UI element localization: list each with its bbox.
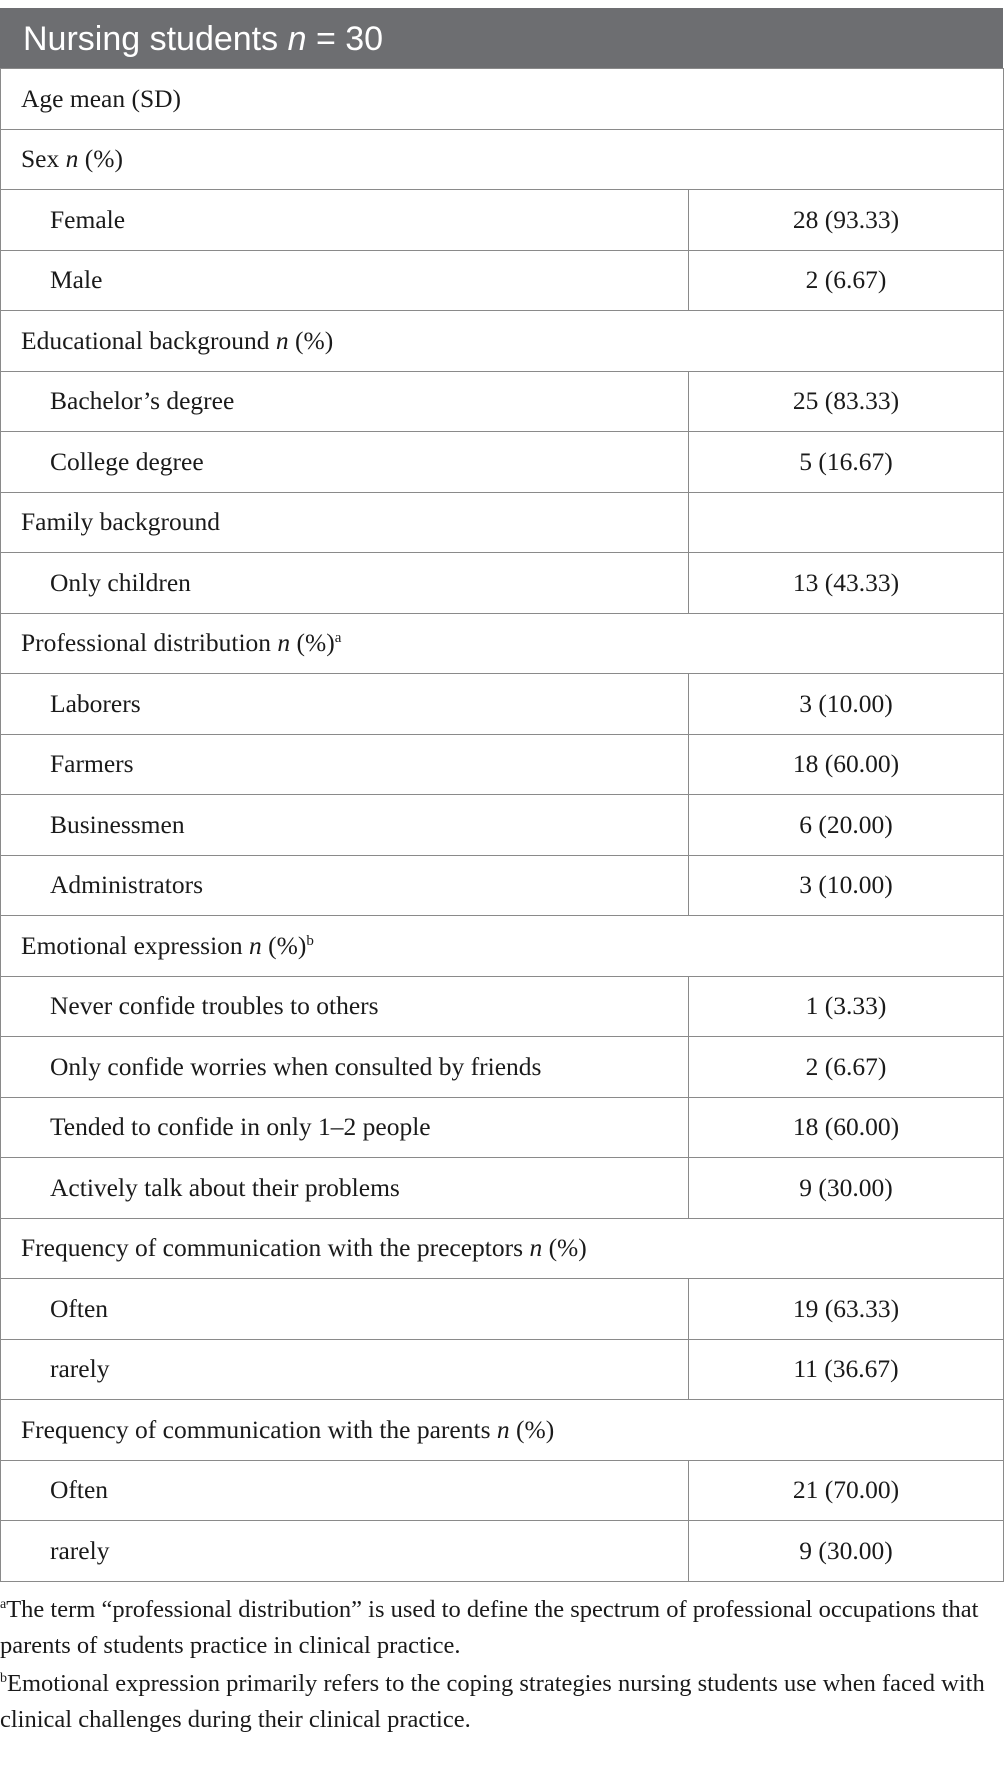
sub-row-label [1, 1037, 689, 1098]
row-value: 13 (43.33) [689, 553, 1004, 614]
table-row [1, 674, 1004, 735]
sub-row-label [1, 855, 689, 916]
row-value: 18 (60.00) [689, 1097, 1004, 1158]
row-label [1, 1400, 1004, 1461]
row-value [689, 492, 1004, 553]
row-value: 3 (10.00) [689, 855, 1004, 916]
row-label-text: Age mean (SD) [21, 83, 182, 113]
row-value: 11 (36.67) [689, 1339, 1004, 1400]
row-value: 9 (30.00) [689, 1158, 1004, 1219]
sub-row-label [1, 1279, 689, 1340]
percent-marker: (%) [288, 325, 334, 355]
sub-row-label [1, 795, 689, 856]
sub-row-label [1, 1460, 689, 1521]
sub-row-label [1, 1158, 689, 1219]
row-label-text: Only confide worries when consulted by friends [50, 1051, 542, 1081]
row-label-text: Professional distribution [21, 628, 278, 658]
table-row [1, 311, 1004, 372]
row-label-text: Tended to confide in only 1–2 people [50, 1112, 431, 1142]
footnote [0, 1666, 1000, 1738]
table-row [1, 1400, 1004, 1461]
row-value: 9 (30.00) [689, 1521, 1004, 1582]
percent-marker: (%) [290, 628, 335, 658]
table-row [1, 1339, 1004, 1400]
row-label [1, 492, 689, 553]
row-value: 3 (10.00) [689, 674, 1004, 735]
row-label-text: Actively talk about their problems [50, 1172, 400, 1202]
row-label-text: Educational background [21, 325, 276, 355]
row-label-text: Emotional expression [21, 930, 250, 960]
row-label-text: Family background [21, 507, 221, 537]
row-value: 2 (6.67) [689, 1037, 1004, 1098]
table-row [1, 1279, 1004, 1340]
demographics-table [0, 68, 1004, 1582]
sub-row-label [1, 432, 689, 493]
table-footnotes [0, 1592, 1000, 1738]
row-label-text: Only children [50, 567, 191, 597]
sub-row-label [1, 674, 689, 735]
table-row [1, 1460, 1004, 1521]
row-label-text: Bachelor’s degree [50, 386, 235, 416]
row-label-text: Frequency of communication with the parents [21, 1414, 497, 1444]
footnote-text: Emotional expression primarily refers to the coping strategies nursing students use when faced with clinical challenges during their clinical practice. [0, 1669, 985, 1733]
table-row [1, 734, 1004, 795]
sub-row-label [1, 1339, 689, 1400]
n-symbol: n [275, 325, 289, 355]
header-n-symbol: n [287, 20, 307, 58]
n-symbol: n [277, 628, 291, 658]
table-row [1, 371, 1004, 432]
sub-row-label [1, 553, 689, 614]
row-label-text: Female [50, 204, 126, 234]
row-label-text: Administrators [50, 870, 203, 900]
row-label-text: Sex [21, 144, 66, 174]
row-value: 1 (3.33) [689, 976, 1004, 1037]
row-value: 5 (16.67) [689, 432, 1004, 493]
footnote-marker: a [334, 630, 342, 647]
row-label-text: College degree [50, 446, 204, 476]
table-row [1, 69, 1004, 130]
sub-row-label [1, 734, 689, 795]
table-header [0, 8, 1003, 68]
row-value: 6 (20.00) [689, 795, 1004, 856]
table-row [1, 613, 1004, 674]
percent-marker: (%) [261, 930, 307, 960]
table-row [1, 129, 1004, 190]
row-label-text: rarely [50, 1535, 110, 1565]
table-row [1, 855, 1004, 916]
table-row [1, 1218, 1004, 1279]
n-symbol: n [65, 144, 79, 174]
row-value: 18 (60.00) [689, 734, 1004, 795]
percent-marker: (%) [542, 1233, 587, 1263]
table-row [1, 1158, 1004, 1219]
header-title-text: Nursing students [23, 20, 288, 58]
table-row [1, 1037, 1004, 1098]
table-container [0, 8, 1005, 1740]
table-row [1, 190, 1004, 251]
footnote-mark: b [0, 1670, 7, 1686]
row-value: 2 (6.67) [689, 250, 1004, 311]
sub-row-label [1, 976, 689, 1037]
row-label-text: Never confide troubles to others [50, 991, 379, 1021]
row-label [1, 311, 1004, 372]
table-row [1, 916, 1004, 977]
table-row [1, 553, 1004, 614]
footnote-marker: b [306, 932, 314, 949]
table-row [1, 492, 1004, 553]
table-body [1, 69, 1004, 1582]
table-row [1, 250, 1004, 311]
percent-marker: (%) [78, 144, 123, 174]
row-label [1, 916, 1004, 977]
row-label-text: Often [50, 1293, 109, 1323]
sub-row-label [1, 1097, 689, 1158]
n-symbol: n [529, 1233, 543, 1263]
table-row [1, 795, 1004, 856]
table-row [1, 1097, 1004, 1158]
footnote-text: The term “professional distribution” is used to define the spectrum of professional occupations that parents of students practice in clinical practice. [0, 1595, 979, 1659]
row-label-text: Frequency of communication with the preceptors [21, 1233, 530, 1263]
sub-row-label [1, 250, 689, 311]
footnote-mark: a [0, 1596, 7, 1612]
n-symbol: n [249, 930, 262, 960]
row-label-text: Farmers [50, 749, 134, 779]
header-count-text: = 30 [306, 20, 384, 58]
sub-row-label [1, 190, 689, 251]
row-label [1, 69, 1004, 130]
row-label-text: Male [50, 265, 103, 295]
row-value: 19 (63.33) [689, 1279, 1004, 1340]
table-row [1, 432, 1004, 493]
table-row [1, 1521, 1004, 1582]
row-label [1, 613, 1004, 674]
footnote [0, 1592, 1000, 1664]
row-label-text: Laborers [50, 688, 141, 718]
row-label [1, 1218, 1004, 1279]
row-label-text: rarely [50, 1354, 110, 1384]
row-value: 28 (93.33) [689, 190, 1004, 251]
row-label-text: Businessmen [50, 809, 185, 839]
n-symbol: n [496, 1414, 510, 1444]
row-value: 21 (70.00) [689, 1460, 1004, 1521]
sub-row-label [1, 371, 689, 432]
sub-row-label [1, 1521, 689, 1582]
row-label [1, 129, 1004, 190]
table-row [1, 976, 1004, 1037]
row-value: 25 (83.33) [689, 371, 1004, 432]
percent-marker: (%) [509, 1414, 555, 1444]
row-label-text: Often [50, 1475, 109, 1505]
